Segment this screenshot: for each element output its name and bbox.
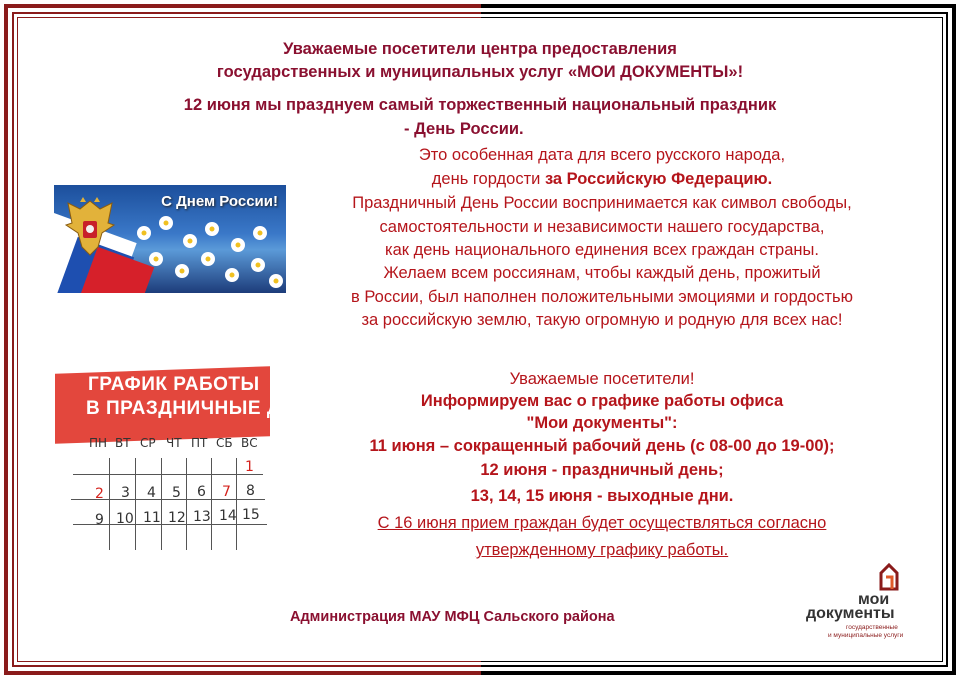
calendar-day-tue: ВТ [115, 436, 131, 450]
calendar-date-4: 4 [147, 485, 156, 501]
calendar-date-1: 1 [245, 459, 254, 475]
footer-signature: Администрация МАУ МФЦ Сальского района [290, 609, 615, 625]
schedule-item-1: 11 июня – сокращенный рабочий день (с 08-00 до 19-00); [369, 437, 835, 455]
calendar-date-9: 9 [95, 512, 104, 528]
schedule-item-3: 13, 14, 15 июня - выходные дни. [470, 487, 734, 505]
body-line-7: в России, был наполнен положительными эмоциями и гордостью [351, 288, 853, 306]
calendar-title-line-1: ГРАФИК РАБОТЫ [88, 374, 260, 395]
calendar-day-thu: ЧТ [166, 436, 182, 450]
calendar-day-sun: ВС [241, 436, 258, 450]
calendar-date-8: 8 [246, 483, 255, 499]
header-line-4: - День России. [404, 120, 524, 138]
calendar-date-10: 10 [116, 511, 134, 527]
schedule-inform: Информируем вас о графике работы офиса [420, 392, 784, 410]
calendar-day-mon: ПН [89, 436, 108, 450]
logo-word-moi: мои [858, 591, 890, 608]
body-line-4: самостоятельности и независимости нашего государства, [379, 218, 825, 236]
body-line-5: как день национального единения всех граждан страны. [385, 241, 819, 259]
russia-day-banner [54, 185, 286, 293]
schedule-note-1: С 16 июня прием граждан будет осуществляться согласно [377, 514, 827, 532]
body-line-2 [300, 170, 904, 189]
moi-dokumenty-logo [806, 563, 906, 643]
body-line-6: Желаем всем россиянам, чтобы каждый день, прожитый [383, 264, 821, 282]
logo-subtitle-1: государственные [846, 624, 898, 631]
calendar-date-2: 2 [95, 486, 104, 502]
body-line-8: за российскую землю, такую огромную и родную для всех нас! [361, 311, 843, 329]
logo-word-dokumenty: документы [806, 605, 895, 622]
calendar-date-3: 3 [121, 485, 130, 501]
calendar-date-12: 12 [168, 510, 186, 526]
calendar-day-wed: СР [140, 436, 156, 450]
schedule-item-2: 12 июня - праздничный день; [480, 461, 724, 479]
calendar-date-14: 14 [219, 508, 237, 524]
body-line-2-start: день гордости [431, 170, 545, 188]
body-line-2-bold: за Российскую Федерацию. [544, 170, 773, 188]
schedule-greeting: Уважаемые посетители! [509, 370, 695, 388]
calendar-date-5: 5 [172, 485, 181, 501]
calendar-date-6: 6 [197, 484, 206, 500]
header-line-2: государственных и муниципальных услуг «МОИ ДОКУМЕНТЫ»! [216, 63, 744, 81]
logo-subtitle-2: и муниципальные услуги [828, 632, 904, 639]
schedule-note-2: утвержденному графику работы. [475, 541, 729, 559]
calendar-date-7: 7 [222, 484, 231, 500]
header-line-3: 12 июня мы празднуем самый торжественный национальный праздник [183, 96, 777, 114]
calendar-date-13: 13 [193, 509, 211, 525]
body-line-3: Праздничный День России воспринимается как символ свободы, [352, 194, 852, 212]
calendar-day-sat: СБ [216, 436, 233, 450]
calendar-title-line-2: В ПРАЗДНИЧНЫЕ ДНИ [86, 398, 310, 419]
body-line-1: Это особенная дата для всего русского народа, [418, 146, 786, 164]
calendar-date-15: 15 [242, 507, 260, 523]
schedule-office: "Мои документы": [526, 414, 678, 432]
header-line-1: Уважаемые посетители центра предоставления [283, 40, 677, 58]
calendar-day-fri: ПТ [191, 436, 208, 450]
coat-of-arms-icon [62, 195, 118, 259]
moi-dokumenty-logo-icon [879, 563, 899, 591]
banner-caption: С Днем России! [161, 193, 278, 210]
calendar-date-11: 11 [143, 510, 161, 526]
